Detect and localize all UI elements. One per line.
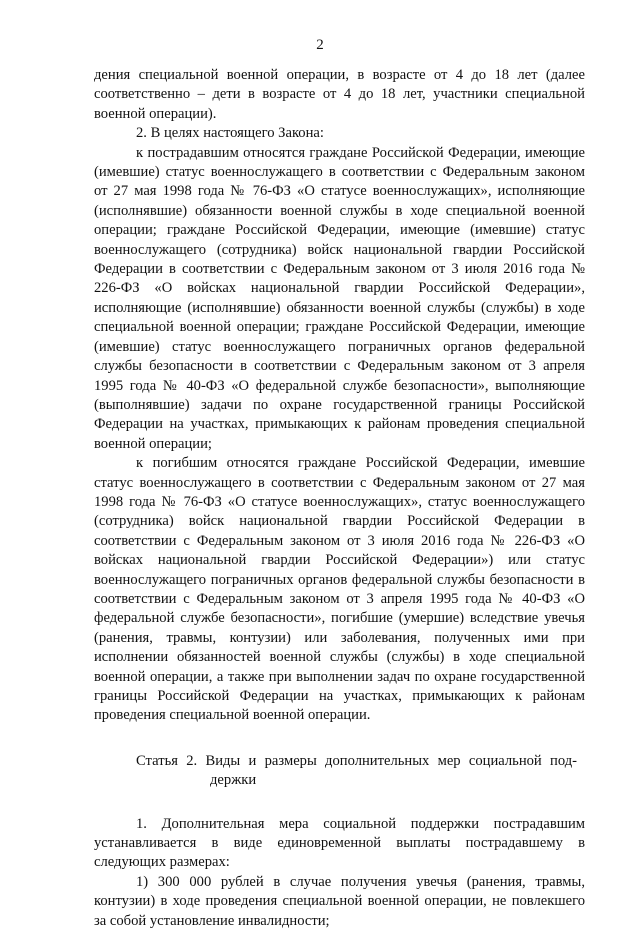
paragraph-deceased-definition: к погибшим относятся граждане Российской Федерации, имевшие статус военнослужащего в соответствии с Федеральным законом от 27 мая 1998 года № 76-ФЗ «О статусе военнослужащих», статус военнослужащего (сотрудника) войск национальной гвардии Российской Федерации в соответствии с Федеральным законом от 3 июля 2016 года № 226-ФЗ «О войсках национальной гвардии Российской Федерации») или статус военнослужащего пограничных органов федеральной службы безопасности в соответствии с Федеральным законом от 3 апреля 1995 года № 40-ФЗ «О федеральной службе безопасности», погибшие (умершие) вследствие увечья (ранения, травмы, контузии) или заболевания, полученных ими при исполнении обязанностей военной службы (службы) в ходе специальной военной операции, а также при выполнении задач по охране государственной границы Российской Федерации на участках, примыкающих к районам проведения специальной военной операции. bbox=[94, 455, 585, 724]
paragraph-article-2-item-1: 1. Дополнительная мера социальной поддержки пострадавшим устанавливается в виде единовременной выплаты пострадавшему в следующих размерах: bbox=[94, 815, 585, 871]
article-2-heading bbox=[94, 752, 585, 791]
paragraph-section-2: 2. В целях настоящего Закона: bbox=[136, 125, 324, 142]
page-number: 2 bbox=[316, 37, 324, 53]
document-body bbox=[94, 66, 585, 931]
paragraph-article-2-subitem-1: 1) 300 000 рублей в случае получения увечья (ранения, травмы, контузии) в ходе проведения специальной военной операции, не повлекшего за собой установление инвалидности; bbox=[94, 873, 585, 929]
article-2-heading-line1: Статья 2. Виды и размеры дополнительных мер социальной под- bbox=[136, 752, 577, 769]
paragraph-victims-definition: к пострадавшим относятся граждане Российской Федерации, имеющие (имевшие) статус военнослужащего в соответствии с Федеральным законом от 27 мая 1998 года № 76-ФЗ «О статусе военнослужащих», исполняющие (исполнявшие) обязанности военной службы в ходе специальной военной операции; граждане Российской Федерации, имеющие (имевшие) статус военнослужащего (сотрудника) войск национальной гвардии Российской Федерации в соответствии с Федеральным законом от 3 июля 2016 года № 226-ФЗ «О войсках национальной гвардии Российской Федерации», исполняющие (исполнявшие) обязанности военной службы (службы) в ходе специальной военной операции; граждане Российской Федерации, имеющие (имевшие) статус военнослужащего пограничных органов федеральной службы безопасности в соответствии с Федеральным законом от 3 апреля 1995 года № 40-ФЗ «О федеральной службе безопасности», выполняющие (выполнявшие) задачи по охране государственной границы Российской Федерации на участках, примыкающих к районам проведения специальной военной операции; bbox=[94, 144, 585, 452]
article-2-heading-line2: держки bbox=[210, 772, 257, 789]
paragraph-continuation: дения специальной военной операции, в возрасте от 4 до 18 лет (далее соответственно – дети в возрасте от 4 до 18 лет, участники специальной военной операции). bbox=[94, 67, 585, 122]
